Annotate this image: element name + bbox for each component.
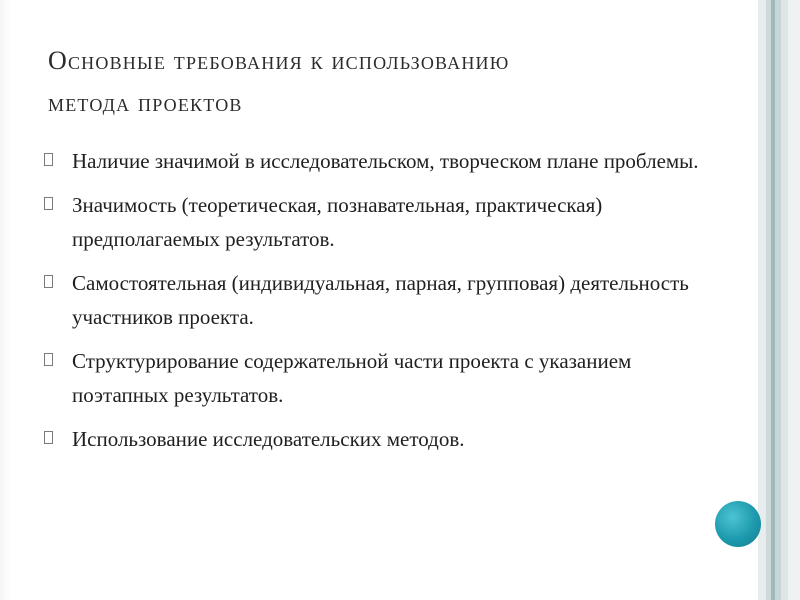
right-stripe-decoration bbox=[758, 0, 766, 600]
bullet-square-icon bbox=[44, 353, 53, 366]
right-stripe-decoration bbox=[788, 0, 800, 600]
bullet-list bbox=[44, 144, 724, 466]
bullet-square-icon bbox=[44, 197, 53, 210]
left-edge-decoration bbox=[0, 0, 12, 600]
slide-title-line: Основные требования к использованию bbox=[48, 46, 510, 75]
bullet-square-icon bbox=[44, 431, 53, 444]
bullet-item bbox=[44, 266, 724, 334]
bullet-item bbox=[44, 344, 724, 412]
slide-title-line: метода проектов bbox=[48, 88, 243, 117]
bullet-text: Структурирование содержательной части проекта с указанием поэтапных результатов. bbox=[72, 349, 632, 407]
teal-circle-decoration bbox=[715, 501, 761, 547]
bullet-item bbox=[44, 422, 724, 456]
bullet-text: Самостоятельная (индивидуальная, парная, групповая) деятельность участников проекта. bbox=[72, 271, 689, 329]
slide-title bbox=[48, 40, 748, 124]
bullet-text: Использование исследовательских методов. bbox=[72, 427, 465, 451]
bullet-square-icon bbox=[44, 153, 53, 166]
bullet-item bbox=[44, 144, 724, 178]
bullet-square-icon bbox=[44, 275, 53, 288]
bullet-text: Значимость (теоретическая, познавательная, практическая) предполагаемых результатов. bbox=[72, 193, 603, 251]
right-stripe-decoration bbox=[781, 0, 788, 600]
bullet-text: Наличие значимой в исследовательском, творческом плане проблемы. bbox=[72, 149, 699, 173]
bullet-item bbox=[44, 188, 724, 256]
